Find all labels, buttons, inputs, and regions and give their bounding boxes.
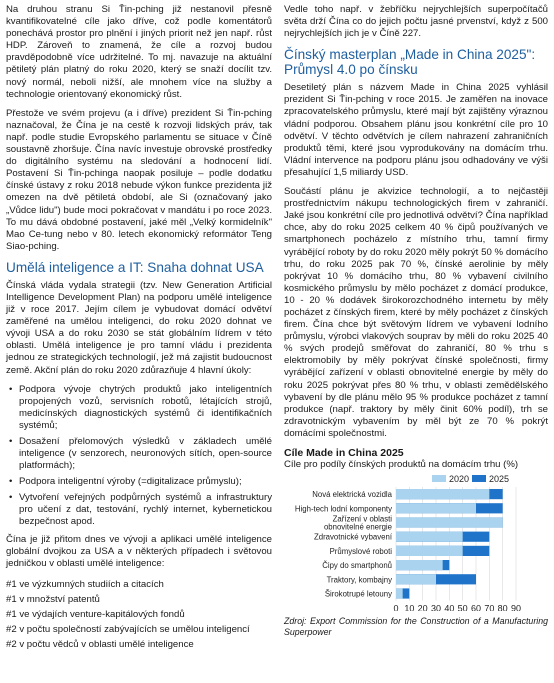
paragraph-supercomputers: Vedle toho např. v žebříčku nejrychlejších superpočítačů světa drží Čína co do jejich počtu jasné prvenství, když z 500 nejrychlejších jich je v Číně 227. (284, 4, 548, 40)
chart-title: Cíle Made in China 2025 (284, 447, 404, 459)
x-tick-label: 50 (457, 603, 468, 611)
rank-item: #1 v množství patentů (6, 593, 100, 605)
rank-item: #1 ve výdajích venture-kapitálových fondů (6, 608, 185, 620)
legend-swatch (432, 475, 446, 482)
bar-2020 (396, 503, 476, 513)
chart-source: Zdroj: Export Commission for the Construction of a Manufacturing Superpower (284, 616, 548, 637)
heading-ai: Umělá inteligence a IT: Snaha dohnat USA (6, 259, 264, 275)
rank-item: #2 v počtu vědců v oblasti umělé inteligence (6, 638, 194, 650)
category-label: Zařízení v oblasti obnovitelné energie (323, 514, 392, 532)
list-item: • Vytvoření veřejných podpůrných systémů a infrastruktury pro učení z dat, testování, rychlý internet, kybernetickou bezpečnost apod. (19, 492, 272, 528)
x-tick-label: 30 (430, 603, 442, 611)
x-tick-label: 20 (417, 603, 428, 611)
bar-chart (284, 473, 548, 611)
category-label: Nová elektrická vozidla (312, 490, 392, 500)
category-label: High-tech lodní komponenty (294, 504, 392, 514)
category-label: Širokotrupé letouny (324, 589, 392, 599)
x-tick-label: 10 (404, 603, 415, 611)
ai-tasks-list (6, 384, 272, 528)
chart-block (284, 447, 548, 638)
list-item: • Podpora vývoje chytrých produktů jako inteligentních propojených vozů, servisních robotů, létajících strojů, medicínských diagnostických systémů či identifikačních systémů; (19, 384, 272, 432)
category-label: Čipy do smartphonů (322, 561, 392, 571)
paragraph-human-rights: Přestože ve svém projevu (a i dříve) prezident Si Ťin-pching naznačoval, že Čína je na cestě k rozvoji lidských práv, tak např. podle studie Evropského parlamentu se situace v Číně soustavně zhoršuje. Čína navíc investuje obrovské prostředky do digitálního systému na sledování a hodnocení lidí. Postavení Si Ťin-pchinga naopak posiluje – podle dodatku čínské ústavy z roku 2018 nebude výkon funkce prezidenta již omezen na dvě pětiletá období, ale Si (označovaný jako „Vůdce lidu") bude moci pokračovat v mandátu i po roce 2023. To mu dává obdobné postavení, jaké měl „Velký kormidelník" Mao Ce-tung nebo v 80. letech ekonomický reformátor Teng Siao-pching. (6, 107, 272, 252)
heading-made-in-china: Čínský masterplan „Made in China 2025": Průmysl 4.0 po čínsku (284, 47, 536, 78)
x-tick-label: 90 (510, 603, 522, 611)
legend-label: 2025 (489, 474, 510, 484)
paragraph-ai-strategy: Čínská vláda vydala strategii (tzv. New Generation Artificial Intelligence Development Plan) na podporu umělé inteligence již v roce 2017. Jejím cílem je vybudovat domácí odvětví zaměřené na umělou inteligenci, do roku 2020 dohnat ve vývoji USA a do roku 2030 se stát globálním lídrem v této oblasti. Umělá inteligence je pro tamní vládu i prezidenta jednou ze strategických technologií, jež má zajistit budoucnost země. Akční plán do roku 2020 zdůrazňuje 4 hlavní úkoly: (6, 279, 272, 376)
x-tick-label: 60 (470, 603, 482, 611)
rank-item: #1 ve výzkumných studiích a citacích (6, 578, 164, 590)
left-column (6, 4, 272, 652)
x-tick-label: 70 (484, 603, 495, 611)
category-label: Traktory, kombajny (326, 575, 392, 585)
bar-2020 (396, 588, 403, 598)
chart-subtitle: Cíle pro podíly čínských produktů na domácím trhu (%) (284, 459, 519, 470)
right-column (284, 4, 548, 638)
category-label: Zdravotnické vybavení (313, 532, 392, 542)
paragraph-plan: Desetiletý plán s názvem Made in China 2025 vyhlásil prezident Si Ťin-pching v roce 2015. Je zaměřen na inovace zpracovatelského průmyslu, které mají být zajištěny výraznou vládní podporou. Obsahem plánu jsou konkrétní cíle pro 10 odvětví. V těchto odvětvích je cílem nahrazení zahraničních produktů těmi, které jsou vyprodukovány na domácím trhu. Vládní intervence na podporu plánu jsou odhadovány ve výši přesahující 1,5 miliardy USD. (284, 82, 548, 178)
paragraph-ai-position: Čína je již přitom dnes ve vývoji a aplikaci umělé inteligence globální dvojkou za USA a v některých případech i světovou jedničkou v oblasti umělé inteligence: (6, 533, 272, 569)
bar-2020 (396, 546, 463, 556)
category-label: Průmyslové roboti (329, 546, 392, 556)
x-tick-label: 40 (444, 603, 455, 611)
bar-2020 (396, 489, 489, 499)
bar-2020 (396, 517, 503, 527)
legend-swatch (472, 475, 486, 482)
bar-2020 (396, 532, 463, 542)
x-tick-label: 80 (497, 603, 508, 611)
paragraph-targets: Součástí plánu je akvizice technologií, a to nejčastěji prostřednictvím nákupu technologických firem v zahraničí. Jaké jsou konkrétní cíle pro jednotlivá odvětví? Čína například chce, aby do roku 2025 celkem 40 % čipů používaných ve smartphonech pocházelo z místního trhu, tamní firmy vyrábějící roboty by do roku 2020 měly pokrýt 50 % domácího trhu, do roku 2025 pak 70 %, čínské aerolinie by měly pokrývat 10 % domácího trhu, 80 % vybavení civilního kosmického průmyslu by mělo pocházet z domácí produkce, 10 - 20 % dodávek širokorozchodného internetu by měly pocházet z čínských firem, které by měly pocházet z čínských firem. Čína chce být světovým lídrem ve vybavení lodního průmyslu, výrobci vlakových souprav by měli do roku 2025 40 % svých prodejů směřovat do zahraničí, 80 % trhu s elektromobily by měly pokrývat čínské společnosti, firmy vyrábějící zařízení v oblasti obnovitelné energie by měly do roku 2025 pokrývat přes 80 % trhu, v oblasti zemědělského vybavení by dle plánu mělo 95 % produkce pocházet z tamní produkce (např. traktory by měly činit 60% podíl), trh se zdravotnickým vybavením by měl být ze 70 % pokrýt domácími společnostmi. (284, 186, 548, 439)
rank-item: #2 v počtu společností zabývajících se umělou inteligencí (6, 623, 250, 635)
paragraph-intro: Na druhou stranu Si Ťin-pching již nestanovil přesně kvantifikovatelné cíle jako dříve, což podle komentátorů ponechává prostor pro plnění i jiných priorit než jen např. růst HDP. Zároveň to znamená, že cíle a rozvoj budou pravděpodobně více udržitelné. To mj. navazuje na aktuální pětiletý plán platný do roku 2020, který se snaží docílit tzv. nový normál, neboli nižší, ale mnohem více na služby a technologie orientovaný ekonomický růst. (6, 4, 272, 100)
x-tick-label: 0 (393, 603, 399, 611)
bar-2020 (396, 560, 443, 570)
list-item: • Dosažení přelomových výsledků v základech umělé inteligence (v senzorech, neuronových sítích, open-source platformách); (19, 436, 272, 472)
bar-2020 (396, 574, 436, 584)
list-item: • Podpora inteligentní výroby (=digitalizace průmyslu); (19, 476, 272, 488)
legend-label: 2020 (449, 474, 470, 484)
